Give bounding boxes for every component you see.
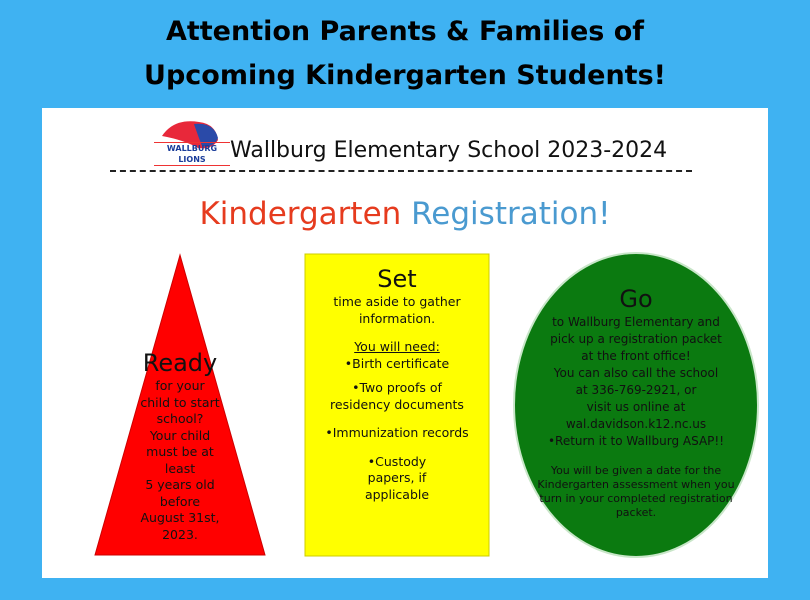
flyer-card [42, 108, 768, 578]
headline-line-1: Attention Parents & Families of [165, 16, 645, 47]
set-intro: time aside to gather information. [333, 294, 461, 326]
text-line: school? [156, 411, 204, 426]
text-line: August 31st, [140, 510, 220, 525]
school-title: Wallburg Elementary School 2023-2024 [230, 138, 668, 163]
text-line: for your [155, 378, 205, 393]
text-line: pick up a registration packet [550, 332, 722, 346]
set-panel [310, 264, 484, 503]
text-line: visit us online at [586, 400, 686, 414]
text-line: 2023. [162, 526, 198, 542]
ready-panel [120, 348, 240, 543]
go-title: Go [619, 285, 653, 313]
text-line: child to start [140, 394, 220, 410]
text-line: least [164, 460, 196, 476]
set-title: Set [377, 265, 417, 293]
text-line: before [159, 493, 201, 509]
text-line: wal.davidson.k12.nc.us [565, 417, 707, 431]
logo-text: WALLBURG LIONS [154, 142, 230, 166]
set-item: •Custody papers, if applicable [364, 453, 430, 502]
text-line: must be at [146, 444, 214, 459]
set-item: •Birth certificate [344, 355, 450, 371]
set-item: •Immunization records [325, 425, 469, 440]
text-line: You can also call the school [553, 366, 719, 380]
title-registration: Registration! [411, 196, 611, 232]
set-need-label: You will need: [354, 339, 440, 354]
text-line: Your child [149, 427, 211, 443]
text-line: •Return it to Wallburg ASAP!! [547, 434, 725, 448]
set-item: •Two proofs of residency documents [330, 380, 464, 412]
text-line: at the front office! [581, 349, 691, 363]
headline-line-2: Upcoming Kindergarten Students! [144, 60, 666, 91]
ready-title: Ready [142, 349, 218, 377]
text-line: to Wallburg Elementary and [552, 315, 720, 329]
title-kindergarten: Kindergarten [199, 196, 402, 232]
go-panel [526, 284, 746, 520]
go-note: You will be given a date for the Kindergarten assessment when you turn in your completed registration packet. [537, 464, 735, 519]
text-line: at 336-769-2921, or [575, 383, 697, 397]
text-line: 5 years old [145, 477, 215, 492]
